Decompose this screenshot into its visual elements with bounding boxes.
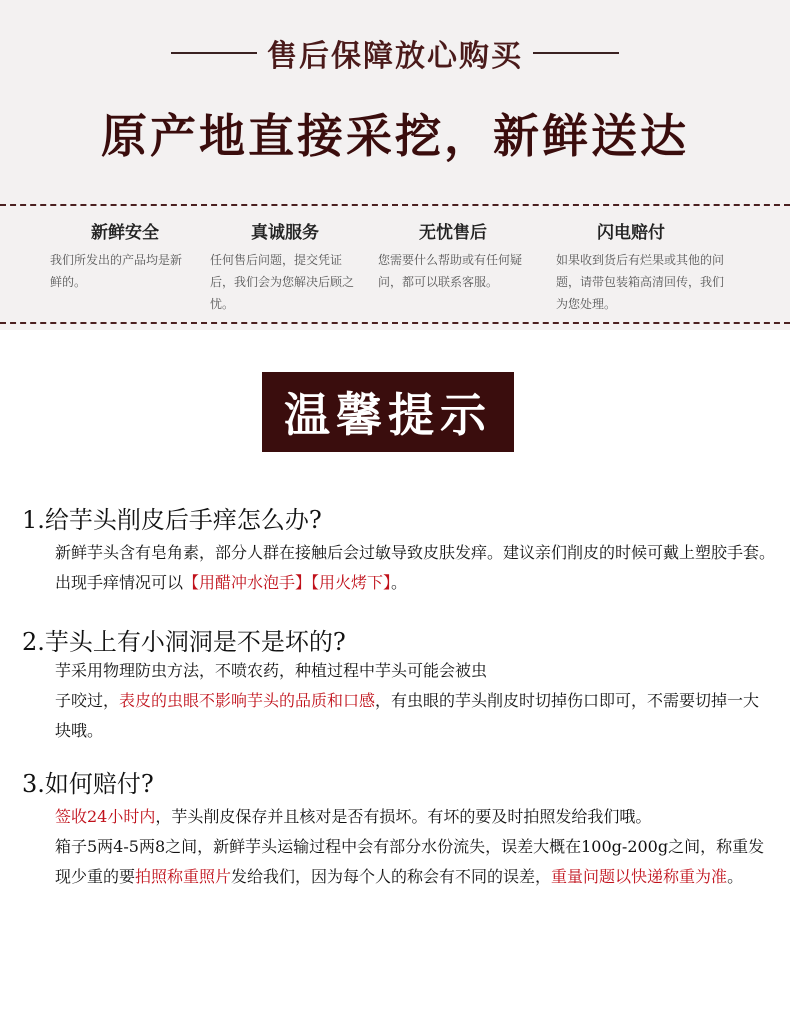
question-1-answer (55, 538, 775, 598)
answer-paragraph (55, 538, 775, 598)
feature-title: 闪电赔付 (597, 223, 665, 243)
guarantee-title: 售后保障放心购买 (267, 39, 523, 74)
feature-desc: 您需要什么帮助或有任何疑问，都可以联系客服。 (378, 253, 523, 289)
answer-paragraph (55, 686, 775, 746)
feature-title: 新鲜安全 (91, 223, 159, 243)
dashed-divider-bottom (0, 322, 790, 324)
question-1-title: 1.给芋头削皮后手痒怎么办? (22, 506, 322, 534)
heading-left-line (171, 52, 257, 54)
highlight-quality: 表皮的虫眼不影响芋头的品质和口感 (119, 691, 376, 710)
answer-text-end: 。 (391, 573, 408, 592)
question-2-title: 2.芋头上有小洞洞是不是坏的? (22, 628, 346, 656)
answer-paragraph (55, 802, 775, 832)
question-3-answer (55, 802, 775, 892)
answer-text: 芋采用物理防虫方法，不喷农药，种植过程中芋头可能会被虫 (55, 661, 488, 680)
highlight-vinegar: 【用醋冲水泡手】 (183, 573, 312, 592)
answer-paragraph (55, 832, 775, 892)
feature-title: 无忧售后 (419, 223, 487, 243)
answer-text: 发给我们，因为每个人的称会有不同的误差， (231, 867, 552, 886)
feature-service (210, 218, 380, 315)
feature-title: 真诚服务 (251, 223, 319, 243)
answer-text: 箱子5两4-5两8之间，新鲜芋头运输过程中会有部分水份流失，误差大概在100g-200g之间，称重发现少重的要 (55, 837, 765, 886)
feature-list (50, 218, 750, 318)
answer-text: 新鲜芋头含有皂角素，部分人群在接触后会过敏导致皮肤发痒。建议亲们削皮的时候可戴上塑胶手套。出现手痒情况可以 (55, 543, 776, 592)
feature-aftersale (378, 218, 548, 293)
guarantee-heading (0, 28, 790, 78)
feature-desc: 任何售后问题，提交凭证后，我们会为您解决后顾之忧。 (210, 253, 355, 311)
tips-title: 温馨提示 (284, 388, 492, 442)
dashed-divider-top (0, 204, 790, 206)
feature-fresh (50, 218, 220, 293)
answer-text: 子咬过， (55, 691, 120, 710)
heading-right-line (533, 52, 619, 54)
highlight-photo: 拍照称重照片 (135, 867, 232, 886)
feature-desc: 我们所发出的产品均是新鲜的。 (50, 253, 183, 289)
answer-text: ，芋头削皮保存并且核对是否有损坏。有坏的要及时拍照发给我们哦。 (155, 807, 652, 826)
question-3-title: 3.如何赔付? (22, 770, 154, 798)
feature-compensation (556, 218, 726, 315)
highlight-fire: 【用火烤下】 (311, 573, 392, 592)
answer-text-end: 。 (727, 867, 744, 886)
slogan: 原产地直接采挖，新鲜送达 (101, 109, 689, 163)
tips-banner (262, 372, 514, 452)
answer-paragraph (55, 656, 775, 686)
question-2-answer (55, 656, 775, 746)
highlight-24h: 签收24小时内 (55, 807, 156, 826)
answer-text: ，有虫眼的芋头削皮时切掉伤口即可，不需要切掉一大块哦。 (55, 691, 760, 740)
feature-desc: 如果收到货后有烂果或其他的问题，请带包装箱高清回传，我们为您处理。 (556, 253, 725, 311)
highlight-weight: 重量问题以快递称重为准 (551, 867, 728, 886)
